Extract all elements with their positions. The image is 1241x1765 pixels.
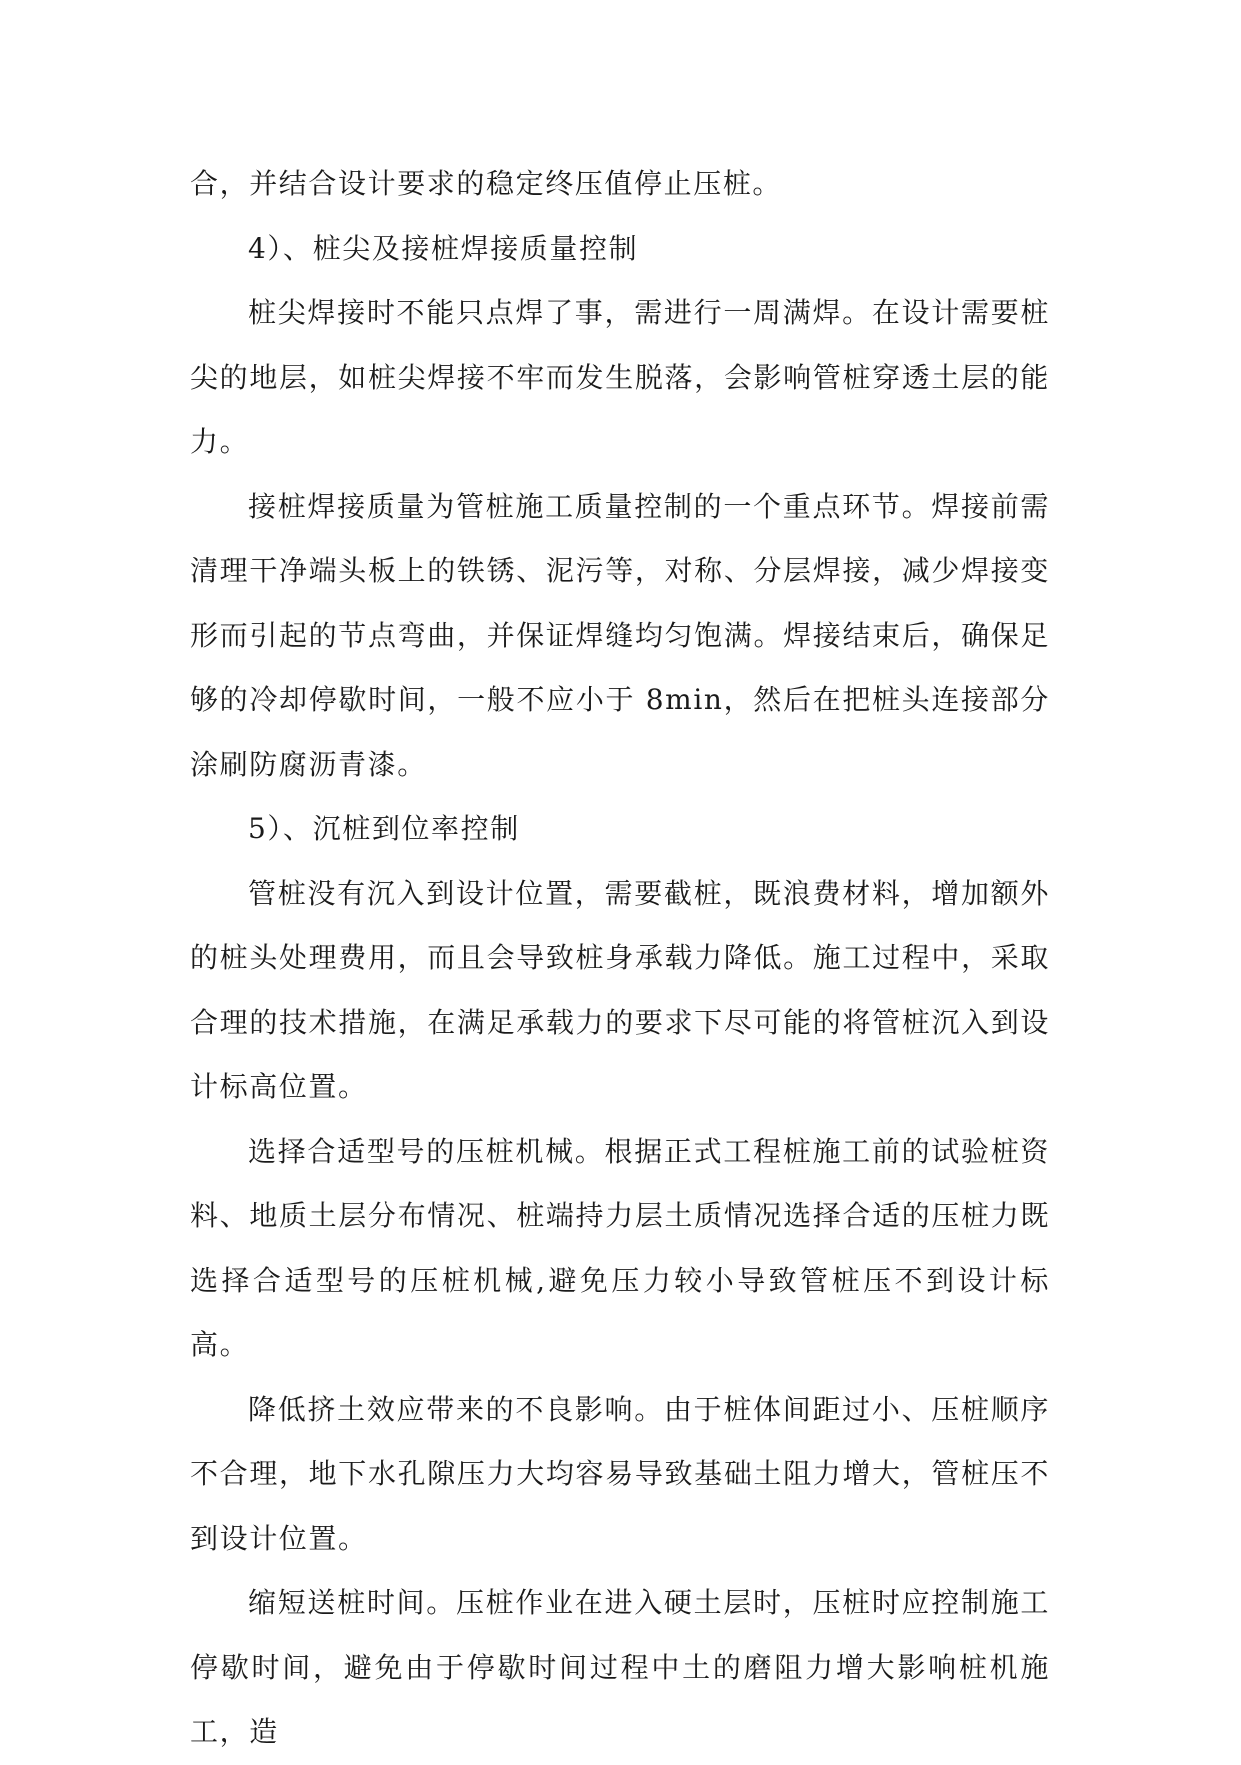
paragraph-pile-tip-welding: 桩尖焊接时不能只点焊了事，需进行一周满焊。在设计需要桩尖的地层，如桩尖焊接不牢而发生脱落，会影响管桩穿透土层的能力。 [190, 296, 1050, 458]
paragraph-continuation: 合，并结合设计要求的稳定终压值停止压桩。 [190, 167, 783, 200]
paragraph-shorten-time: 缩短送桩时间。压桩作业在进入硬土层时，压桩时应控制施工停歇时间，避免由于停歇时间过程中土的磨阻力增大影响桩机施工，造 [190, 1586, 1050, 1748]
document-body [190, 152, 1050, 1765]
paragraph-splice-welding: 接桩焊接质量为管桩施工质量控制的一个重点环节。焊接前需清理干净端头板上的铁锈、泥污等，对称、分层焊接，减少焊接变形而引起的节点弯曲，并保证焊缝均匀饱满。焊接结束后，确保足够的冷却停歇时间，一般不应小于 8min，然后在把桩头连接部分涂刷防腐沥青漆。 [190, 489, 1050, 781]
paragraph-soil-squeezing: 降低挤土效应带来的不良影响。由于桩体间距过小、压桩顺序不合理，地下水孔隙压力大均容易导致基础土阻力增大，管桩压不到设计位置。 [190, 1392, 1050, 1555]
section-heading-4: 4）、桩尖及接桩焊接质量控制 [248, 231, 639, 265]
paragraph-machine-selection: 选择合适型号的压桩机械。根据正式工程桩施工前的试验桩资料、地质土层分布情况、桩端持力层土质情况选择合适的压桩力既选择合适型号的压桩机械,避免压力较小导致管桩压不到设计标高。 [190, 1134, 1050, 1361]
paragraph-pile-depth: 管桩没有沉入到设计位置，需要截桩，既浪费材料，增加额外的桩头处理费用，而且会导致桩身承载力降低。施工过程中，采取合理的技术措施，在满足承载力的要求下尽可能的将管桩沉入到设计标高位置。 [190, 876, 1050, 1103]
section-heading-5: 5）、沉桩到位率控制 [248, 812, 520, 845]
